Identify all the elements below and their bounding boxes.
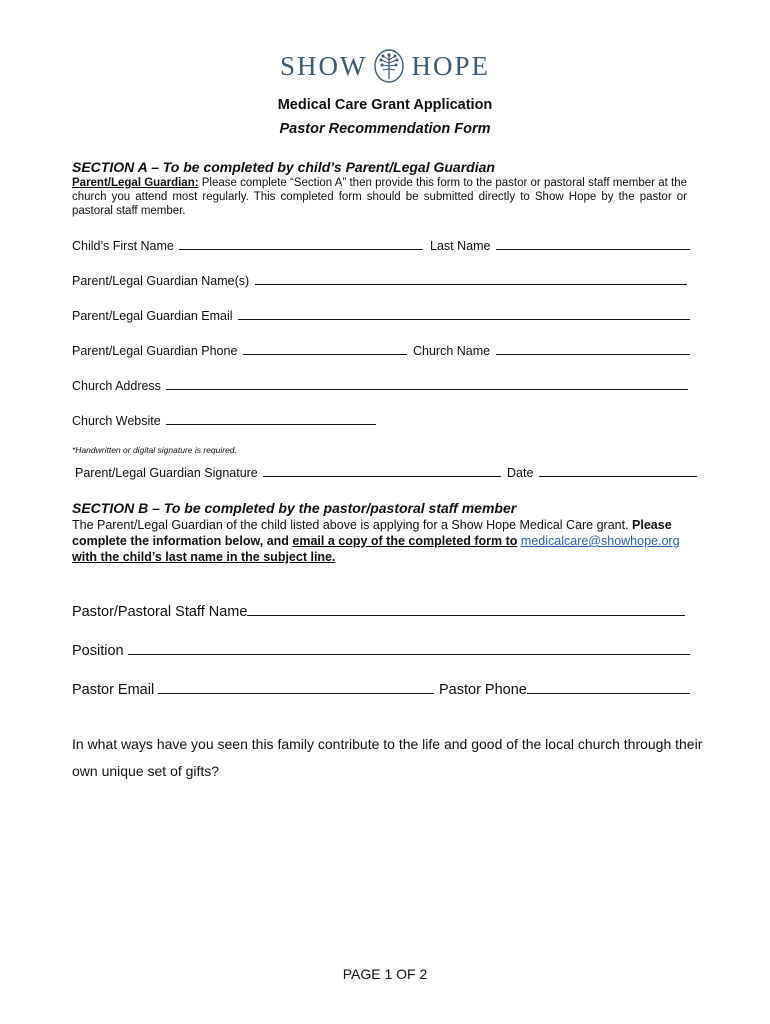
section-b-heading: SECTION B – To be completed by the pastor/pastoral staff member (72, 500, 517, 516)
pastor-phone-field[interactable] (439, 680, 690, 698)
section-b-underline-text: email a copy of the completed form to (292, 534, 518, 548)
section-a-heading: SECTION A – To be completed by child’s Parent/Legal Guardian (72, 159, 495, 175)
date-label: Date (507, 466, 534, 480)
date-field[interactable] (507, 465, 697, 480)
pastor-email-field[interactable] (72, 680, 434, 698)
logo-word-right: HOPE (411, 50, 490, 81)
section-a-text: Please complete “Section A” then provide this form to the pastor or pastoral staff member at the church you attend most regularly. This completed form should be submitted directly to Show Hope by the pastor or pastoral staff member. (72, 177, 687, 217)
form-title: Medical Care Grant Application (277, 97, 493, 113)
church-website-line[interactable] (166, 413, 376, 425)
guardian-names-field[interactable] (72, 273, 687, 288)
pastor-email-line[interactable] (158, 680, 434, 694)
guardian-names-label: Parent/Legal Guardian Name(s) (72, 274, 250, 288)
church-address-label: Church Address (72, 379, 161, 393)
position-label: Position (72, 643, 124, 659)
page-number: PAGE 1 OF 2 (342, 966, 428, 982)
pastor-phone-line[interactable] (527, 680, 690, 694)
guardian-email-line[interactable] (238, 308, 690, 320)
pastor-name-label: Pastor/Pastoral Staff Name (72, 604, 248, 620)
section-b-subject-instruction: with the child’s last name in the subject line. (72, 550, 336, 564)
church-name-field[interactable] (413, 343, 690, 358)
section-b-bold-text: Please complete the information below, and (72, 518, 672, 548)
guardian-signature-label: Parent/Legal Guardian Signature (75, 466, 258, 480)
guardian-names-line[interactable] (255, 273, 687, 285)
child-first-name-line[interactable] (179, 238, 423, 250)
show-hope-logo (0, 48, 770, 84)
church-name-label: Church Name (413, 344, 491, 358)
pastor-name-line[interactable] (247, 602, 685, 616)
family-contribution-question: In what ways have you seen this family contribute to the life and good of the local church through their own unique set of gifts? (72, 736, 703, 779)
medicalcare-email-link[interactable]: medicalcare@showhope.org (520, 534, 680, 548)
section-b-text: The Parent/Legal Guardian of the child listed above is applying for a Show Hope Medical Care grant. (72, 518, 633, 532)
guardian-phone-line[interactable] (243, 343, 407, 355)
pastor-phone-label: Pastor Phone (439, 682, 527, 698)
section-a-lead: Parent/Legal Guardian: (72, 177, 199, 189)
child-first-name-field[interactable] (72, 238, 423, 253)
pastor-email-label: Pastor Email (72, 682, 155, 698)
guardian-phone-label: Parent/Legal Guardian Phone (72, 344, 238, 358)
last-name-label: Last Name (430, 239, 491, 253)
logo-word-left: SHOW (279, 50, 368, 81)
position-line[interactable] (128, 641, 690, 655)
guardian-email-label: Parent/Legal Guardian Email (72, 309, 233, 323)
guardian-email-field[interactable] (72, 308, 690, 323)
church-address-line[interactable] (166, 378, 688, 390)
guardian-signature-field[interactable] (75, 465, 501, 480)
form-subtitle: Pastor Recommendation Form (279, 121, 491, 137)
guardian-signature-line[interactable] (263, 465, 501, 477)
last-name-line[interactable] (496, 238, 690, 250)
tree-emblem-icon (373, 48, 405, 84)
child-first-name-label: Child’s First Name (72, 239, 174, 253)
church-website-field[interactable] (72, 413, 376, 428)
pastor-name-field[interactable] (72, 602, 685, 620)
church-website-label: Church Website (72, 414, 161, 428)
guardian-phone-field[interactable] (72, 343, 407, 358)
date-line[interactable] (539, 465, 697, 477)
section-a-instructions (72, 176, 687, 218)
signature-note: *Handwritten or digital signature is required. (72, 445, 237, 455)
church-name-line[interactable] (496, 343, 690, 355)
last-name-field[interactable] (430, 238, 690, 253)
section-b-instructions (72, 517, 702, 565)
church-address-field[interactable] (72, 378, 688, 393)
position-field[interactable] (72, 641, 690, 659)
